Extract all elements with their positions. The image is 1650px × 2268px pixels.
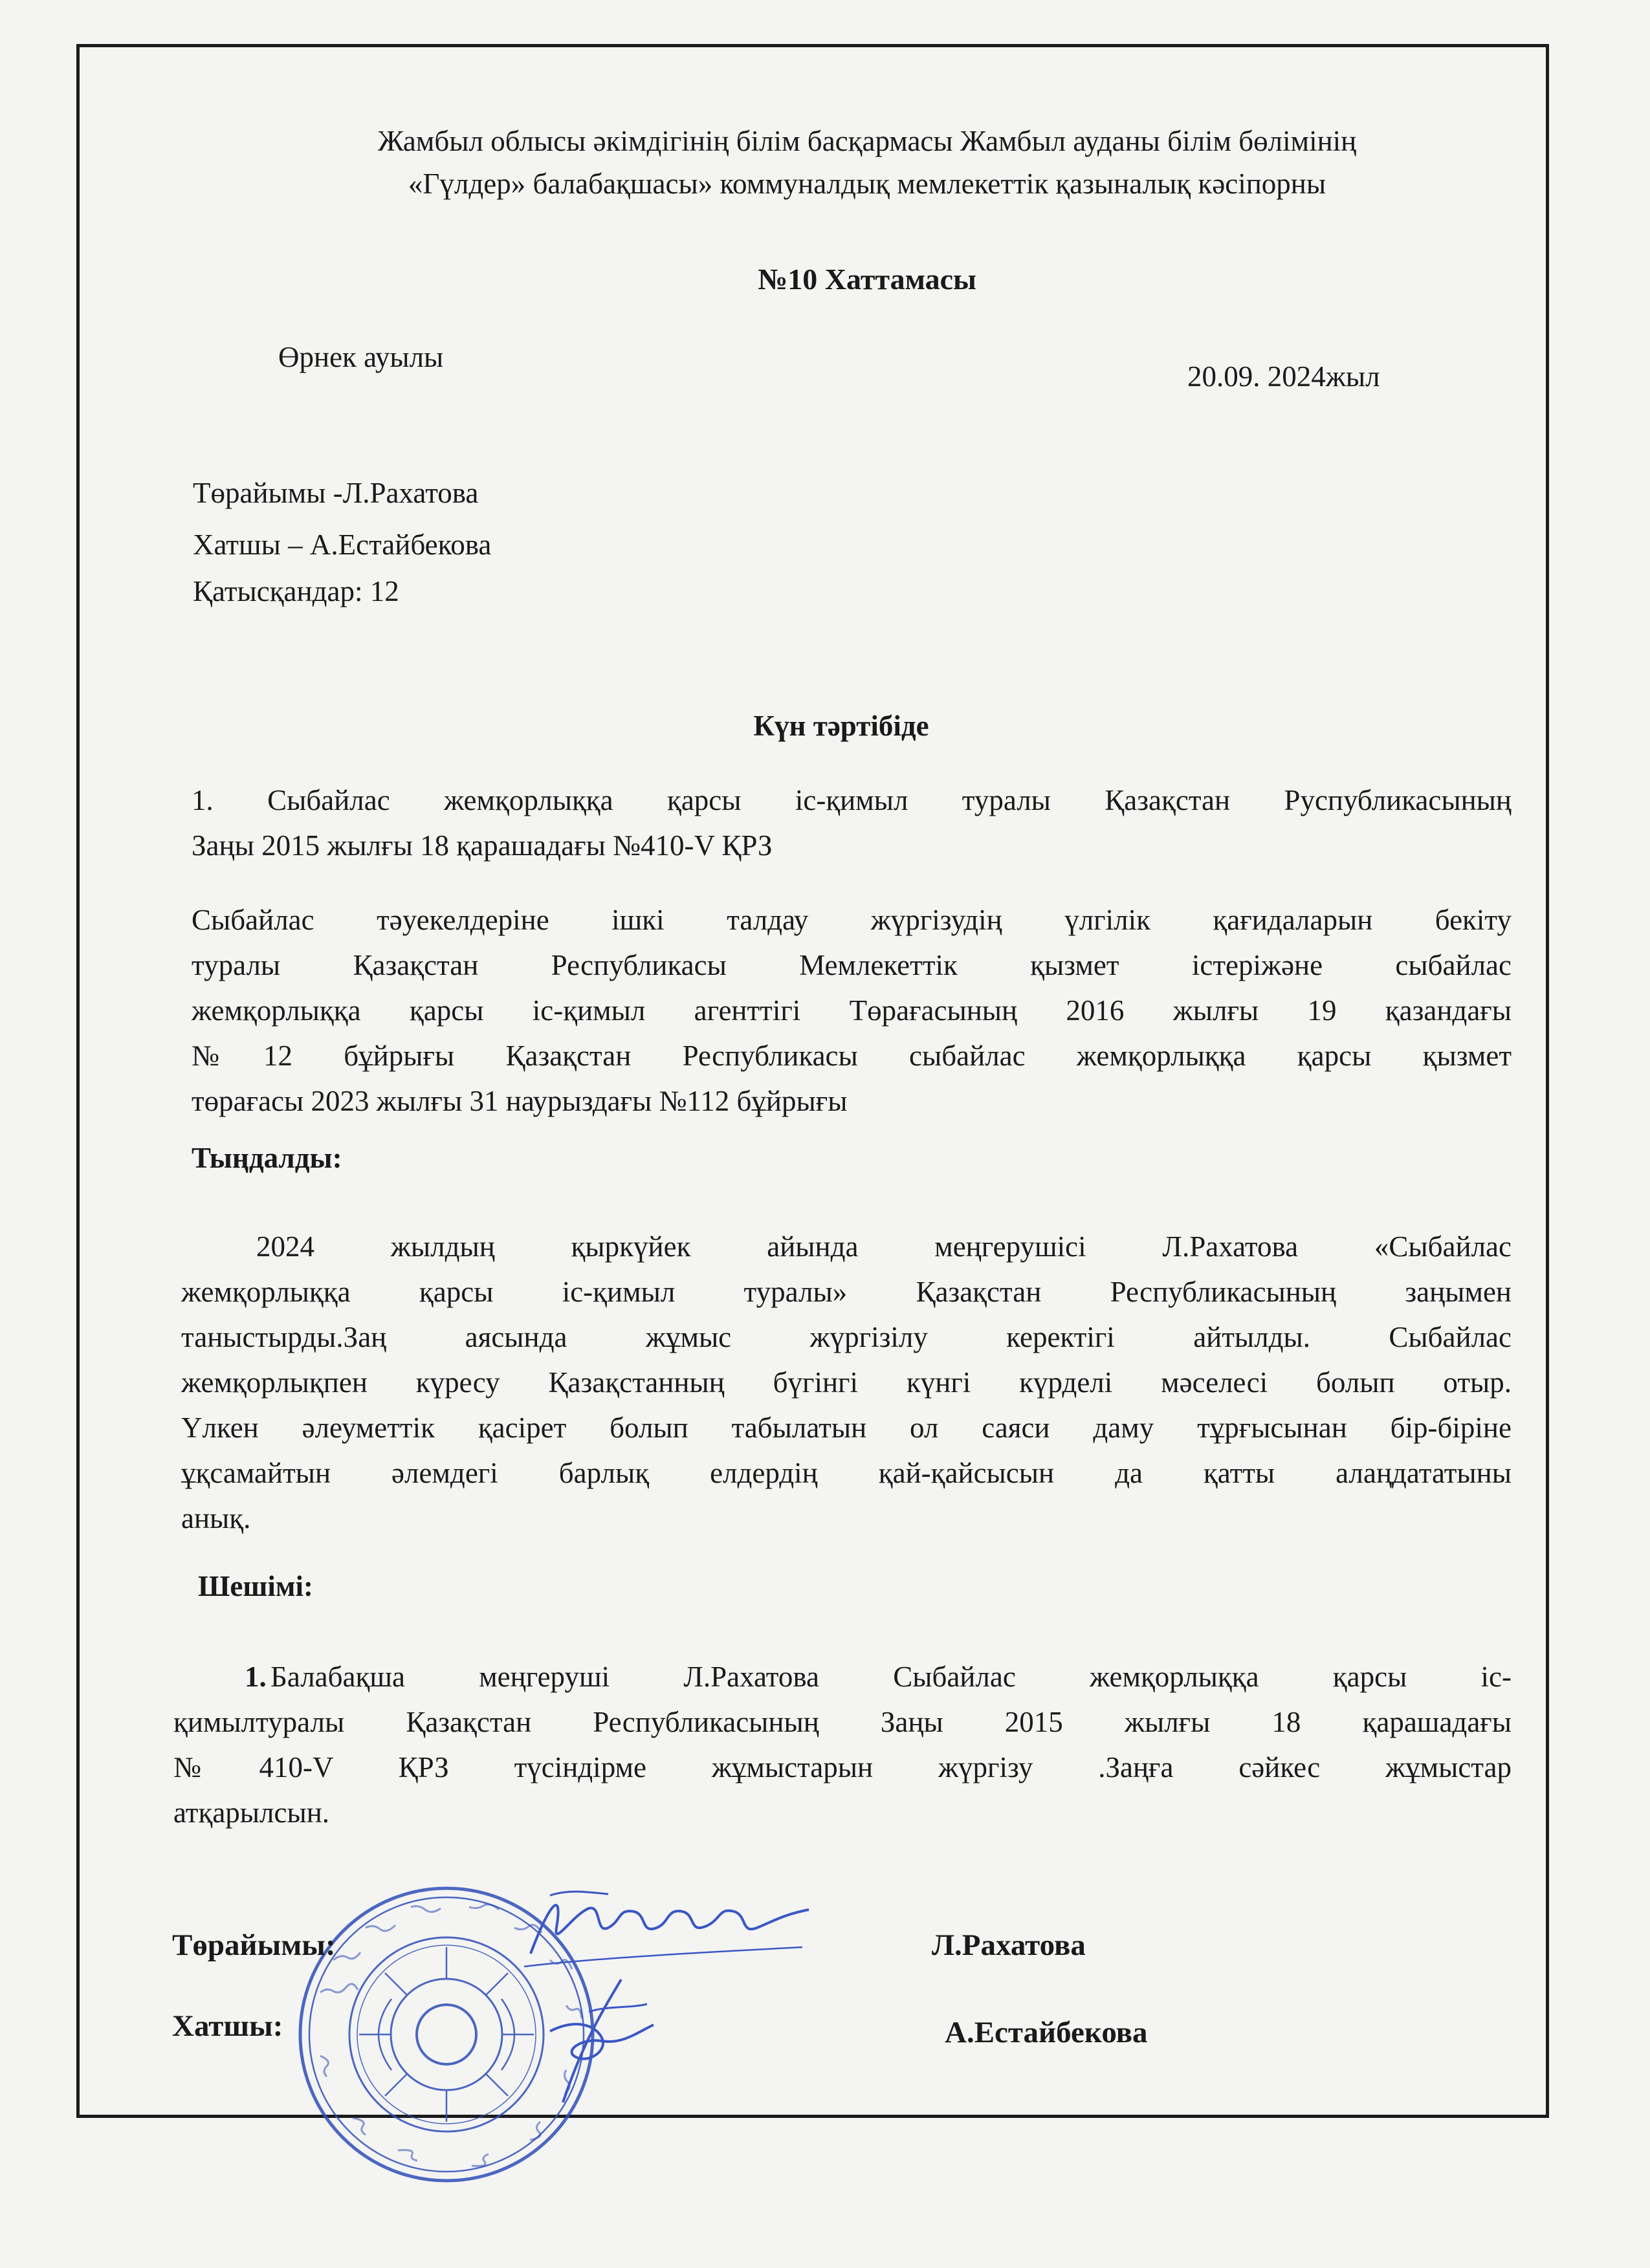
agenda-item-1-line: 1. Сыбайлас жемқорлыққа қарсы іс-қимыл туралы Қазақстан Руспубликасының [192,784,1512,816]
agenda-heading: Күн тәртібіде [753,710,929,742]
place-of-meeting: Өрнек ауылы [278,341,444,373]
org-name-line-1: Жамбыл облысы әкімдігінің білім басқармасы Жамбыл ауданы білім бөлімінің [377,125,1357,157]
protocol-title: №10 Хаттамасы [758,263,976,296]
heard-line: таныстырды.Заң аясында жұмыс жүргізілу керектігі айтылды. Сыбайлас [181,1321,1512,1353]
chair-line: Төрайымы -Л.Рахатова [193,477,479,509]
agenda-item-2-line: №12 бұйрығы Қазақстан Республикасы сыбайлас жемқорлыққа қарсы қызмет [192,1040,1512,1072]
secretary-signature-name: А.Естайбекова [945,2016,1148,2049]
agenda-item-1-line: Заңы 2015 жылғы 18 қарашадағы №410-V ҚРЗ [192,829,773,862]
decision-line: №410-V ҚРЗ түсіндірме жұмыстарын жүргізу .Заңға сәйкес жұмыстар [173,1751,1512,1783]
agenda-item-2-line: Сыбайлас тәуекелдеріне ішкі талдау жүргізудің үлгілік қағидаларын бекіту [192,904,1512,936]
agenda-item-2-line: туралы Қазақстан Республикасы Мемлекеттік қызмет істеріжәне сыбайлас [192,949,1512,981]
heard-line: анық. [181,1502,251,1534]
heard-line: Үлкен әлеуметтік қасірет болып табылатын ол саяси даму тұрғысынан бір-біріне [181,1412,1512,1444]
decision-line: Балабақша меңгеруші Л.Рахатова Сыбайлас жемқорлыққа қарсы іс- [270,1661,1512,1693]
decision-heading: Шешімі: [198,1570,314,1602]
secretary-line: Хатшы – А.Естайбекова [193,529,492,561]
heard-line: жемқорлыққа қарсы іс-қимыл туралы» Қазақстан Республикасының заңымен [181,1276,1512,1308]
chair-signature [511,1876,815,1973]
secretary-signature [524,1973,673,2109]
heard-line: ұқсамайтын әлемдегі барлық елдердің қай-қайсысын да қатты алаңдататыны [181,1457,1512,1489]
org-name-line-2: «Гүлдер» балабақшасы» коммуналдық мемлекеттік қазыналық кәсіпорны [408,168,1326,200]
meeting-date: 20.09. 2024жыл [1187,360,1380,393]
heard-line: жемқорлықпен күресу Қазақстанның бүгінгі күнгі күрделі мәселесі болып отыр. [181,1366,1512,1399]
heard-heading: Тыңдалды: [192,1142,342,1174]
decision-number: 1. [245,1661,267,1693]
participants-line: Қатысқандар: 12 [193,575,399,607]
secretary-signature-label: Хатшы: [172,2009,283,2043]
heard-line: 2024 жылдың қыркүйек айында меңгерушісі Л.Рахатова «Сыбайлас [256,1230,1512,1263]
agenda-item-2-line: жемқорлыққа қарсы іс-қимыл агенттігі Төрағасының 2016 жылғы 19 қазандағы [192,994,1512,1027]
chair-signature-label: Төрайымы: [172,1928,336,1962]
decision-line: қимылтуралы Қазақстан Республикасының Заңы 2015 жылғы 18 қарашадағы [173,1706,1512,1738]
chair-signature-name: Л.Рахатова [932,1928,1086,1962]
agenda-item-2-line: төрағасы 2023 жылғы 31 наурыздағы №112 бұйрығы [192,1085,848,1117]
decision-line: атқарылсын. [173,1796,330,1829]
